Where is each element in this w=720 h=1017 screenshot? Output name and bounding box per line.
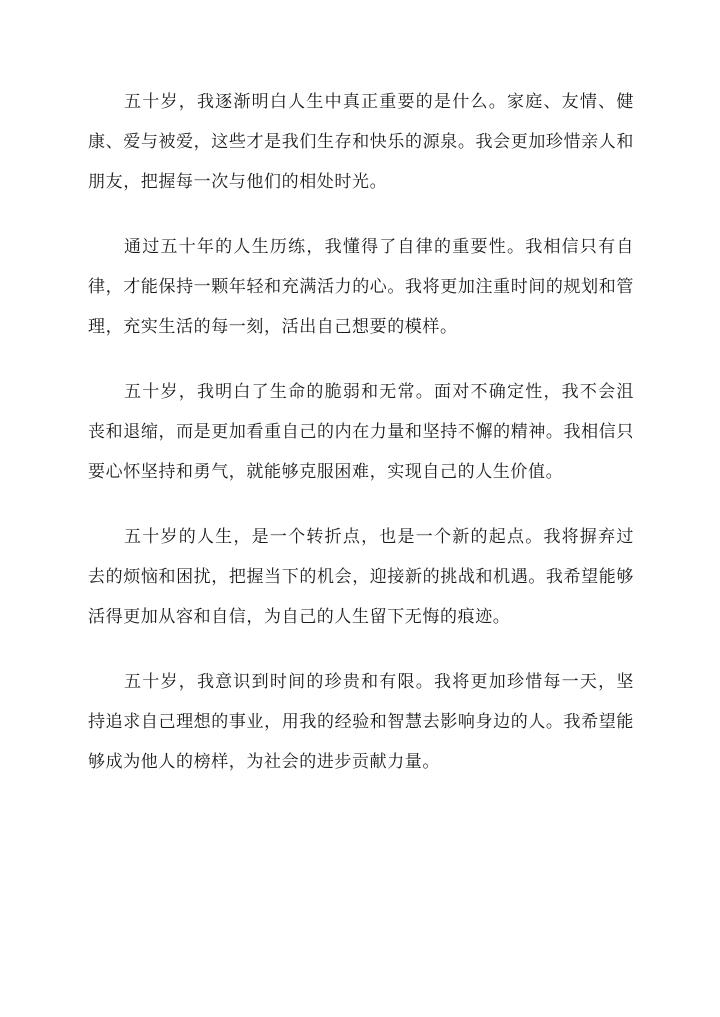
paragraph-value-of-time: 五十岁，我意识到时间的珍贵和有限。我将更加珍惜每一天，坚持追求自己理想的事业，用我的经验和智慧去影响身边的人。我希望能够成为他人的榜样，为社会的进步贡献力量。 xyxy=(88,672,634,772)
paragraph-fragility-of-life: 五十岁，我明白了生命的脆弱和无常。面对不确定性，我不会沮丧和退缩，而是更加看重自己的内在力量和坚持不懈的精神。我相信只要心怀坚持和勇气，就能够克服困难，实现自己的人生价值。 xyxy=(88,382,634,482)
paragraph-self-discipline: 通过五十年的人生历练，我懂得了自律的重要性。我相信只有自律，才能保持一颗年轻和充满活力的心。我将更加注重时间的规划和管理，充实生活的每一刻，活出自己想要的模样。 xyxy=(88,237,634,337)
paragraph-family-and-friendship: 五十岁，我逐渐明白人生中真正重要的是什么。家庭、友情、健康、爱与被爱，这些才是我们生存和快乐的源泉。我会更加珍惜亲人和朋友，把握每一次与他们的相处时光。 xyxy=(88,92,634,192)
document-page xyxy=(88,82,634,807)
paragraph-new-beginning: 五十岁的人生，是一个转折点，也是一个新的起点。我将摒弃过去的烦恼和困扰，把握当下的机会，迎接新的挑战和机遇。我希望能够活得更加从容和自信，为自己的人生留下无悔的痕迹。 xyxy=(88,527,634,627)
